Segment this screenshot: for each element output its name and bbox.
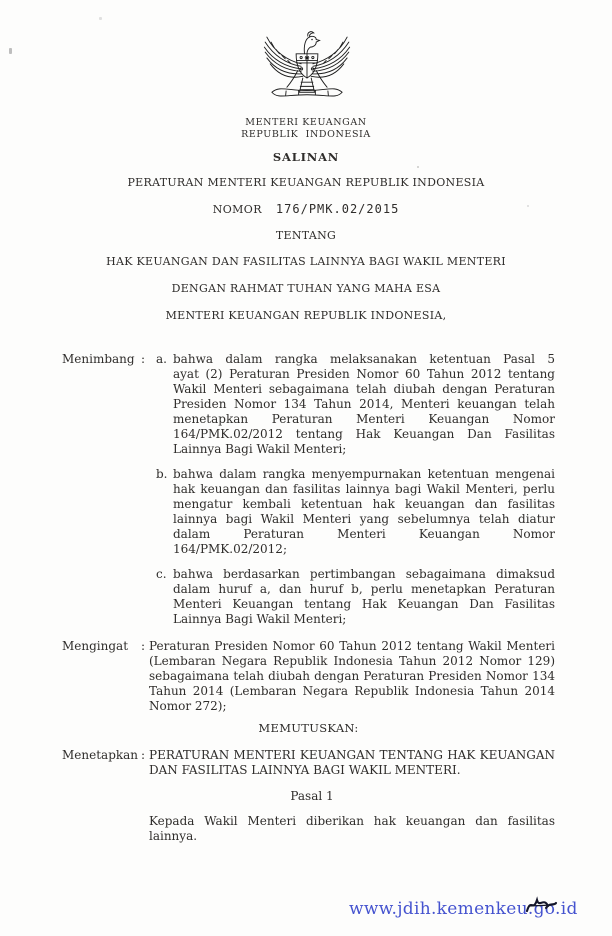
mengingat-section (62, 639, 555, 714)
menetapkan-section (62, 748, 555, 778)
enactment-text: PERATURAN MENTERI KEUANGAN TENTANG HAK KEUANGAN DAN FASILITAS LAINNYA BAGI WAKIL MENTERI. (149, 748, 555, 777)
menetapkan-colon: : (141, 748, 146, 762)
invocation-line: DENGAN RAHMAT TUHAN YANG MAHA ESA (171, 282, 441, 295)
nomor-label: NOMOR (212, 203, 262, 216)
item-letter: b. (156, 467, 168, 481)
pasal-1-body: Kepada Wakil Menteri diberikan hak keuangan dan fasilitas lainnya. (149, 814, 555, 843)
regulation-number-line (0, 202, 612, 216)
mengingat-label: Mengingat (62, 639, 129, 653)
item-letter: c. (156, 567, 167, 581)
item-text: bahwa dalam rangka melaksanakan ketentuan Pasal 5 ayat (2) Peraturan Presiden Nomor 60 Tahun 2012 tentang Wakil Menteri sebagaimana telah diubah dengan Peraturan Presiden Nomor 134 Tahun 2014, Menteri keuangan telah menetapkan Peraturan Menteri Keuangan Nomor 164/PMK.02/2012 tentang Hak Keuangan Dan Fasilitas Lainnya Bagi Wakil Menteri; (173, 352, 555, 456)
memutuskan-heading: MEMUTUSKAN: (258, 721, 359, 735)
garuda-pancasila-emblem (261, 27, 353, 114)
nomor-value: 176/PMK.02/2015 (275, 202, 400, 216)
consideration-item-c (156, 567, 555, 627)
item-letter: a. (156, 352, 167, 366)
mengingat-colon: : (141, 639, 146, 653)
item-text: bahwa dalam rangka menyempurnakan ketentuan mengenai hak keuangan dan fasilitas lainnya bagi Wakil Menteri, perlu mengatur kembali ketentuan hak keuangan dan fasilitas lainnya bagi Wakil Menteri yang sebelumnya telah diatur dalam Peraturan Menteri Keuangan Nomor 164/PMK.02/2012; (173, 467, 555, 556)
menimbang-label: Menimbang (62, 352, 135, 366)
garuda-icon (261, 27, 353, 114)
tentang-label: TENTANG (275, 229, 337, 242)
menimbang-section (62, 352, 555, 627)
regulation-title: PERATURAN MENTERI KEUANGAN REPUBLIK INDONESIA (127, 176, 485, 189)
scan-speck (9, 48, 12, 54)
authority-line: MENTERI KEUANGAN REPUBLIK INDONESIA, (165, 309, 447, 322)
consideration-item-a (156, 352, 555, 457)
scan-speck (527, 205, 529, 207)
copy-label-salinan: SALINAN (272, 150, 340, 164)
legal-basis-text: Peraturan Presiden Nomor 60 Tahun 2012 tentang Wakil Menteri (Lembaran Negara Republik Indonesia Tahun 2012 Nomor 129) sebagaimana telah diubah dengan Peraturan Presiden Nomor 134 Tahun 2014 (Lembaran Negara Republik Indonesia Tahun 2014 Nomor 272); (149, 639, 555, 713)
regulation-subject: HAK KEUANGAN DAN FASILITAS LAINNYA BAGI WAKIL MENTERI (106, 255, 506, 268)
ministry-name-line: MENTERI KEUANGAN (245, 117, 367, 128)
item-text: bahwa berdasarkan pertimbangan sebagaimana dimaksud dalam huruf a, dan huruf b, perlu menetapkan Peraturan Menteri Keuangan tentang Hak Keuangan Dan Fasilitas Lainnya Bagi Wakil Menteri; (173, 567, 555, 626)
handwritten-initial-mark (524, 893, 558, 917)
jdih-footer-link[interactable]: www.jdih.kemenkeu.go.id (349, 899, 578, 919)
pasal-1-heading: Pasal 1 (290, 789, 334, 803)
scan-speck (99, 17, 102, 20)
ministry-country-line: REPUBLIK INDONESIA (241, 129, 371, 140)
menetapkan-label: Menetapkan (62, 748, 139, 762)
consideration-item-b (156, 467, 555, 557)
scan-speck (417, 166, 419, 168)
menimbang-colon: : (141, 352, 146, 366)
